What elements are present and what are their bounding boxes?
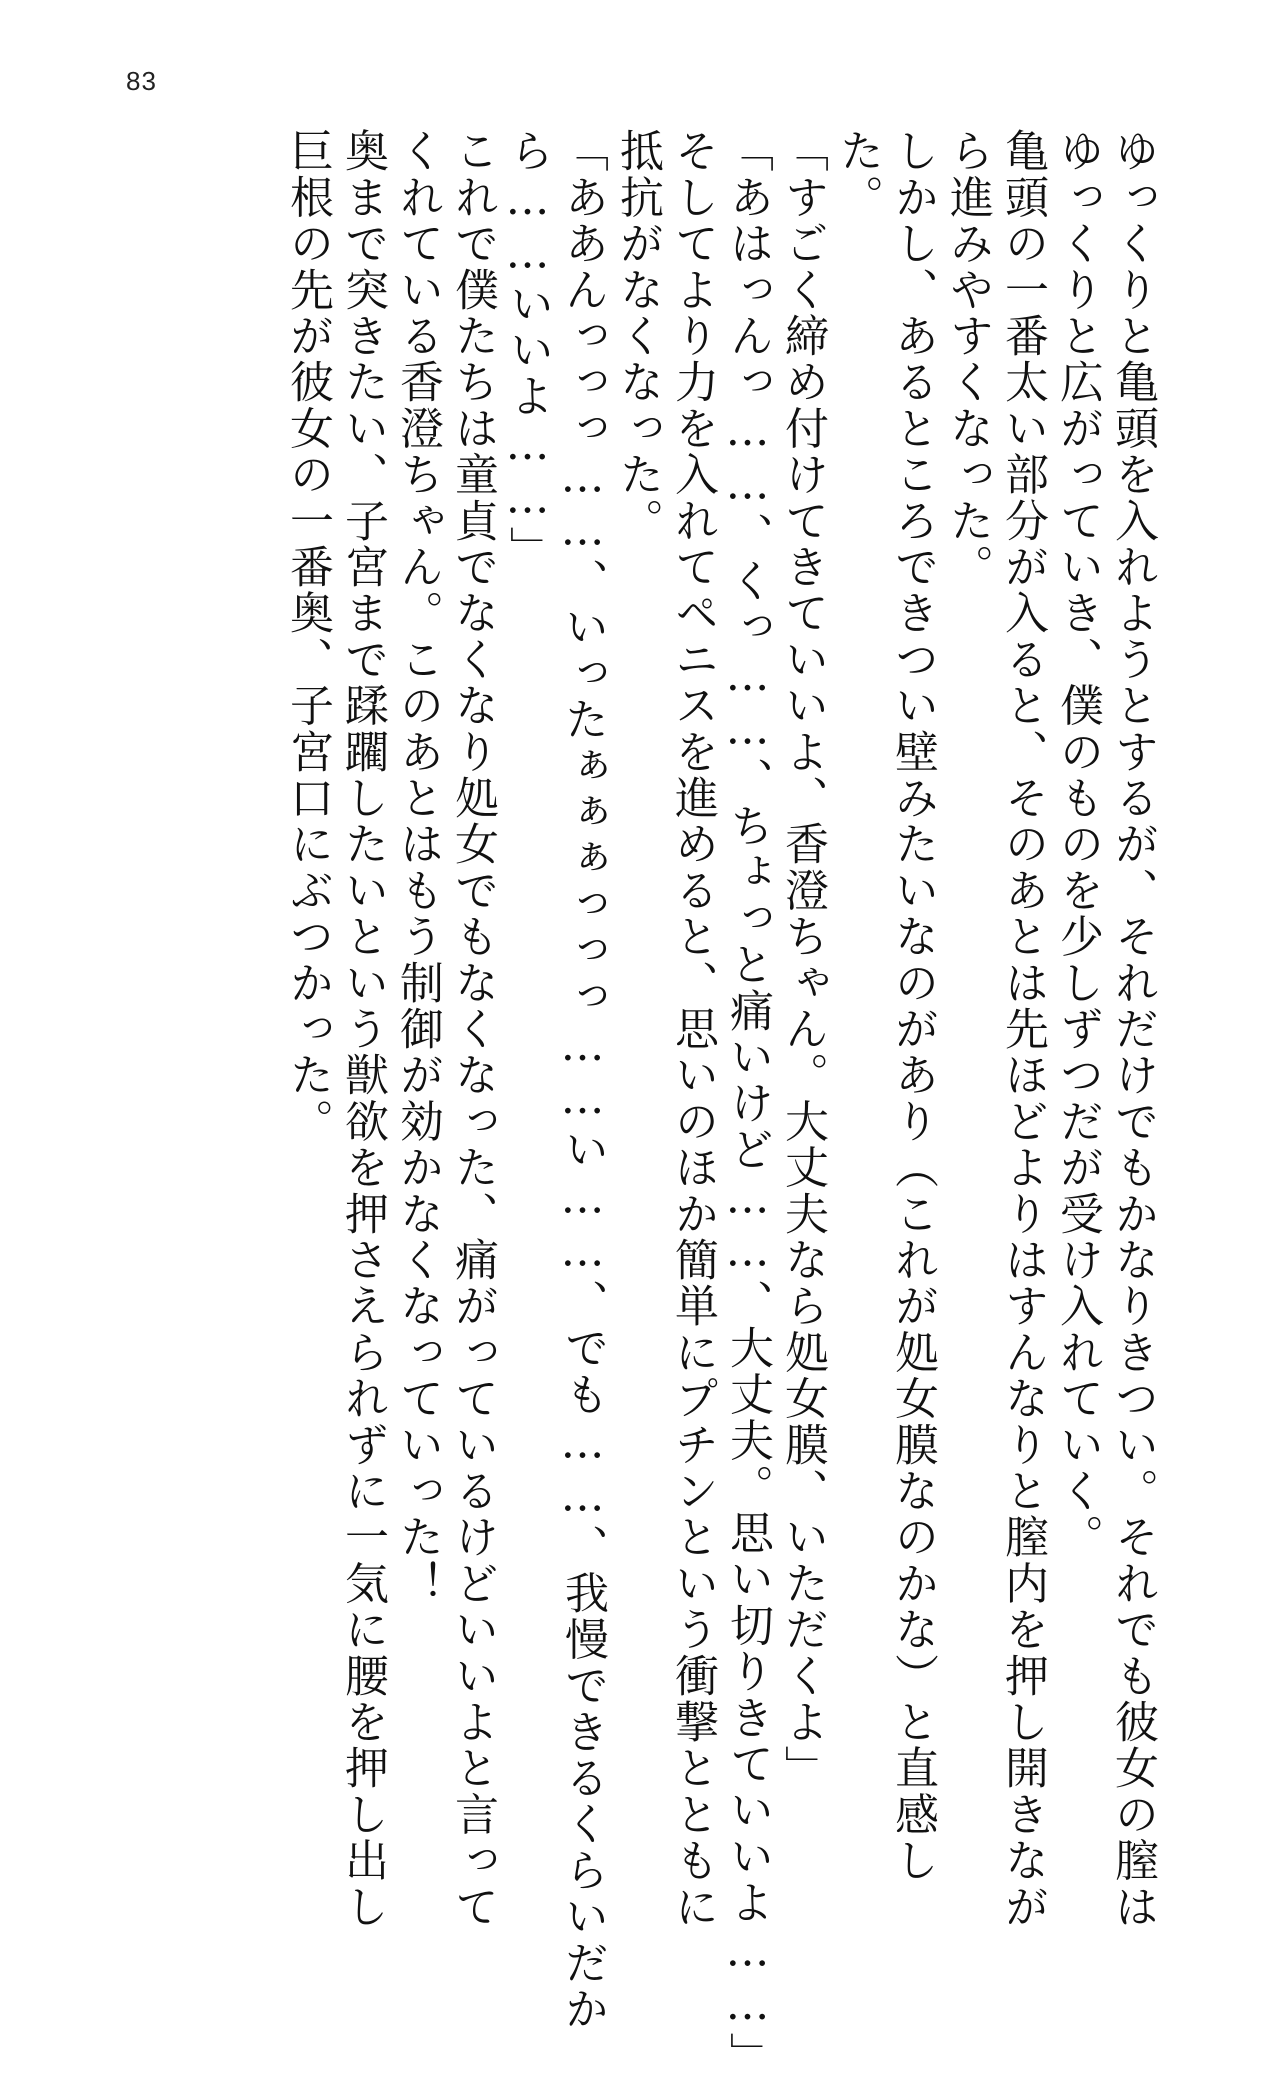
- text-line-2: ゆっくりと広がっていき、僕のものを少しずつだが受け入れていく。: [1052, 128, 1103, 1561]
- text-line-3: 亀頭の一番太い部分が入ると、そのあとは先ほどよりはすんなりと膣内を押し開きなが: [997, 128, 1048, 1930]
- text-line-13: これで僕たちは童貞でなくなり処女でもなくなった、痛がっているけどいいよと言って: [447, 128, 498, 1930]
- text-line-12: ら……いいよ……」: [502, 128, 553, 572]
- text-line-14: くれている香澄ちゃん。このあとはもう制御が効かなくなっていった！: [392, 128, 443, 1607]
- text-line-6: た。: [832, 128, 883, 221]
- text-line-15: 奥まで突きたい、子宮まで蹂躙したいという獣欲を押さえられずに一気に腰を押し出し: [337, 128, 388, 1930]
- text-line-7: 「すごく締め付けてきていいよ、香澄ちゃん。大丈夫なら処女膜、いただくよ」: [777, 128, 828, 1792]
- text-line-4: ら進みやすくなった。: [942, 128, 993, 590]
- page-number: 83: [126, 66, 157, 96]
- text-line-16: 巨根の先が彼女の一番奥、子宮口にぶつかった。: [282, 128, 333, 1145]
- text-line-5: しかし、あるところできつい壁みたいなのがあり（これが処女膜なのかな）と直感し: [887, 128, 938, 1884]
- text-line-10: 抵抗がなくなった。: [612, 128, 663, 544]
- text-line-9: そしてより力を入れてペニスを進めると、思いのほか簡単にプチンという衝撃とともに: [667, 128, 718, 1930]
- text-line-1: ゆっくりと亀頭を入れようとするが、それだけでもかなりきつい。それでも彼女の膣は: [1107, 128, 1158, 1930]
- text-line-8: 「あはっんっ……、くっ……、ちょっと痛いけど……、大丈夫。思い切りきていいよ……」: [722, 128, 773, 2078]
- text-line-11: 「ああんっっっ……、いったぁぁぁっっっ……い……、でも……、我慢できるくらいだか: [557, 128, 608, 2032]
